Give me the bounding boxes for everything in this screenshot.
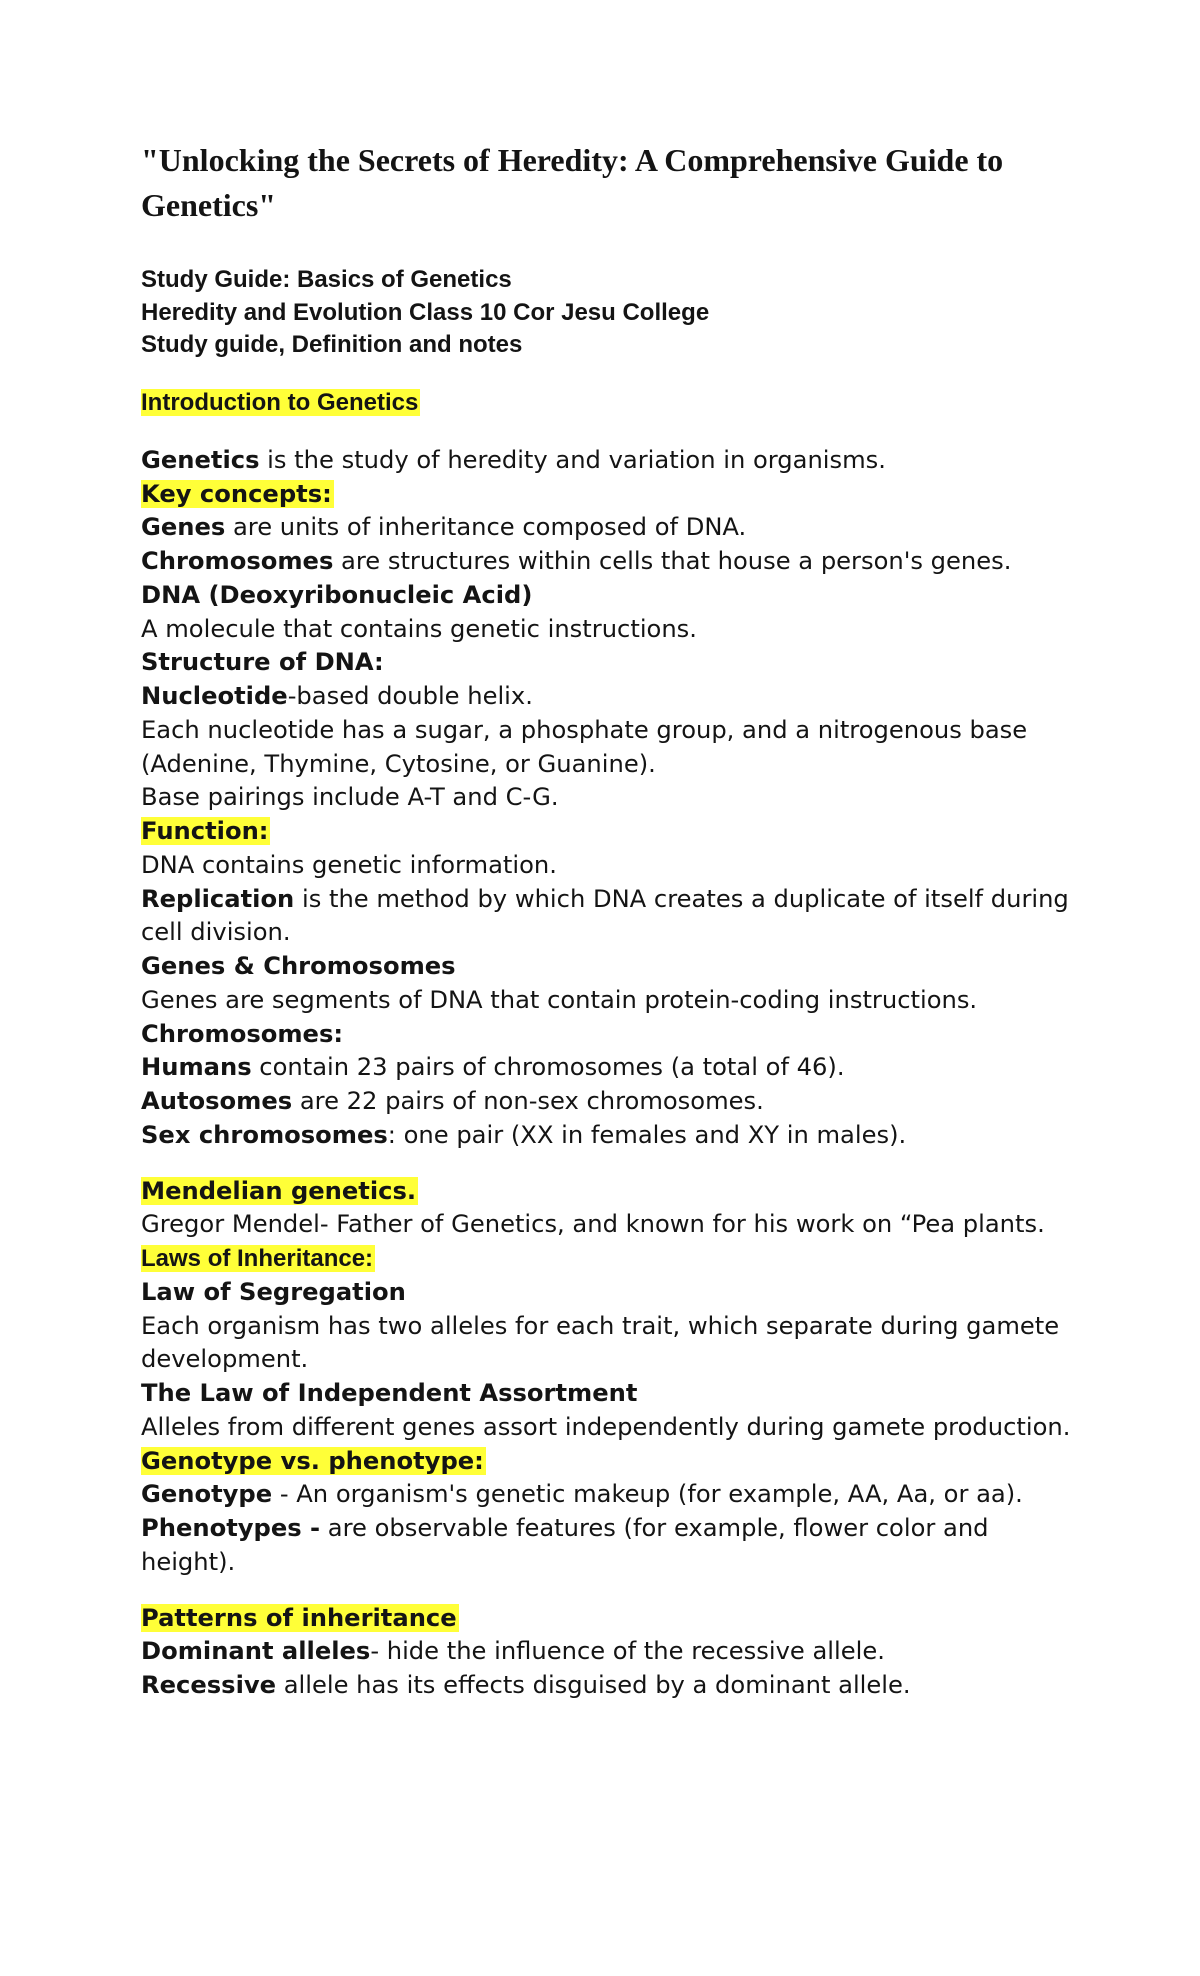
chromosomes-definition xyxy=(141,545,1071,579)
definition-text: is the study of heredity and variation in organisms. xyxy=(259,445,886,474)
term: Autosomes xyxy=(141,1087,293,1115)
dna-heading: DNA (Deoxyribonucleic Acid) xyxy=(141,580,533,609)
section-heading-patterns: Patterns of inheritance xyxy=(141,1603,457,1632)
nucleotide-parts: Each nucleotide has a sugar, a phosphate group, and a nitrogenous base (Adenine, Thymine, Cytosine, or Guanine). xyxy=(141,715,1028,778)
section-heading-genotype: Genotype vs. phenotype: xyxy=(141,1446,484,1475)
independent-assortment-heading: The Law of Independent Assortment xyxy=(141,1379,638,1407)
document-body xyxy=(141,386,1071,1703)
genotype-definition xyxy=(141,1478,1071,1512)
definition-text: : one pair (XX in females and XY in males). xyxy=(387,1120,907,1149)
sex-chromosomes-definition xyxy=(141,1119,1071,1153)
definition-text: allele has its effects disguised by a dominant allele. xyxy=(276,1671,911,1699)
document-title: "Unlocking the Secrets of Heredity: A Comprehensive Guide to Genetics" xyxy=(141,142,1004,223)
term: Recessive xyxy=(141,1671,277,1699)
section-heading-introduction: Introduction to Genetics xyxy=(141,389,419,416)
definition-text: are structures within cells that house a person's genes. xyxy=(333,547,1012,575)
definition-text: are units of inheritance composed of DNA. xyxy=(225,513,747,542)
section-heading-laws: Laws of Inheritance: xyxy=(141,1245,374,1272)
subheader-block xyxy=(141,264,709,362)
dominant-definition xyxy=(141,1635,1071,1669)
definition-text: - An organism's genetic makeup (for example, AA, Aa, or aa). xyxy=(272,1480,1023,1509)
term: Humans xyxy=(141,1053,252,1082)
term: Genotype xyxy=(141,1480,273,1509)
definition-text: -based double helix. xyxy=(287,682,533,710)
dna-definition: A molecule that contains genetic instructions. xyxy=(141,614,697,643)
term: Replication xyxy=(141,884,295,913)
genes-chromosomes-heading: Genes & Chromosomes xyxy=(141,952,456,980)
segregation-text: Each organism has two alleles for each trait, which separate during gamete development. xyxy=(141,1311,1060,1374)
term: Phenotypes - xyxy=(141,1514,321,1542)
definition-text: is the method by which DNA creates a duplicate of itself during cell division. xyxy=(141,884,1069,947)
genes-segments: Genes are segments of DNA that contain protein-coding instructions. xyxy=(141,985,978,1014)
section-heading-key-concepts: Key concepts: xyxy=(141,479,332,508)
chromosomes-heading: Chromosomes: xyxy=(141,1019,344,1048)
nucleotide-definition xyxy=(141,680,1071,714)
definition-text: are observable features (for example, flower color and height). xyxy=(141,1514,989,1576)
autosomes-definition xyxy=(141,1085,1071,1119)
replication-definition xyxy=(141,883,1071,951)
function-text: DNA contains genetic information. xyxy=(141,850,557,879)
genes-definition xyxy=(141,511,1071,545)
definition-text: are 22 pairs of non-sex chromosomes. xyxy=(292,1087,764,1115)
independent-assortment-text: Alleles from different genes assort independently during gamete production. xyxy=(141,1412,1071,1441)
mendel-text: Gregor Mendel- Father of Genetics, and known for his work on “Pea plants. xyxy=(141,1210,1045,1239)
section-heading-mendelian: Mendelian genetics. xyxy=(141,1176,417,1205)
phenotype-definition xyxy=(141,1512,1071,1580)
subheader-line: Study guide, Definition and notes xyxy=(141,331,523,358)
structure-heading: Structure of DNA: xyxy=(141,648,384,677)
genetics-definition xyxy=(141,444,1071,478)
subheader-line: Study Guide: Basics of Genetics xyxy=(141,266,512,293)
definition-text: - hide the influence of the recessive allele. xyxy=(370,1637,885,1666)
term: Genetics xyxy=(141,445,260,474)
subheader-line: Heredity and Evolution Class 10 Cor Jesu College xyxy=(141,298,710,326)
recessive-definition xyxy=(141,1669,1071,1703)
humans-definition xyxy=(141,1051,1071,1085)
base-pairings: Base pairings include A-T and C-G. xyxy=(141,783,559,812)
term: Chromosomes xyxy=(141,547,334,575)
segregation-heading: Law of Segregation xyxy=(141,1277,406,1306)
definition-text: contain 23 pairs of chromosomes (a total of 46). xyxy=(251,1053,845,1082)
term: Genes xyxy=(141,513,226,542)
term: Nucleotide xyxy=(141,682,288,710)
term: Dominant alleles xyxy=(141,1637,371,1666)
term: Sex chromosomes xyxy=(141,1120,388,1149)
section-heading-function: Function: xyxy=(141,817,269,845)
